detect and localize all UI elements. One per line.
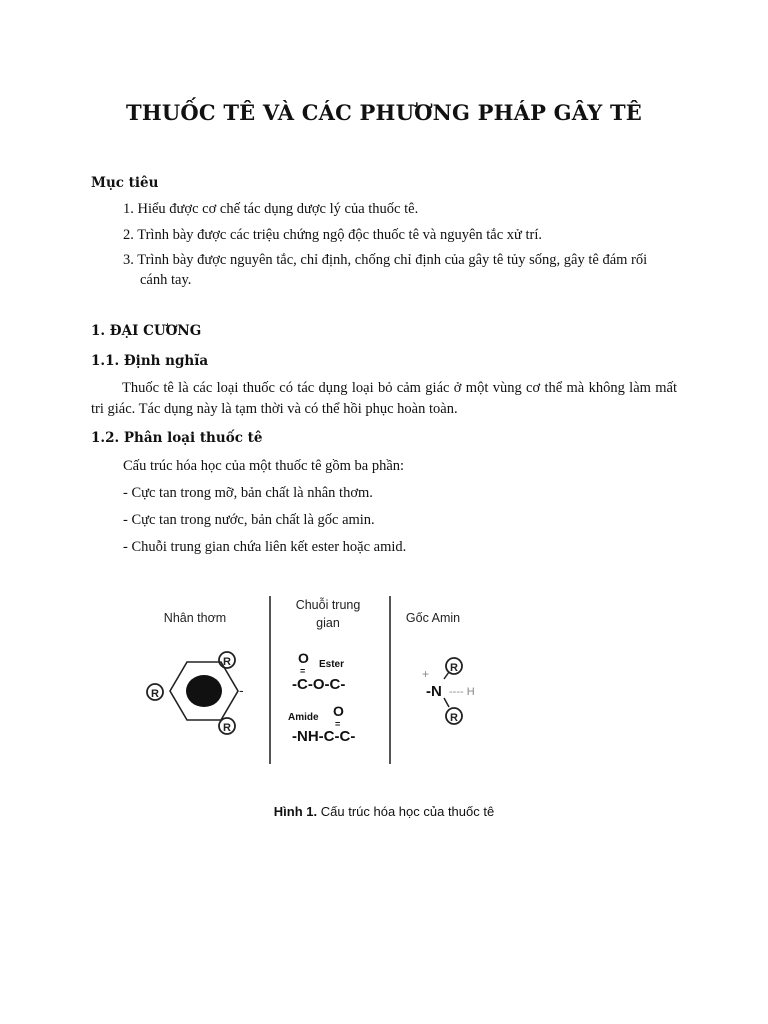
amine-hydrogen: ---- H	[449, 686, 475, 698]
chain-label-line1: Chuỗi trung	[295, 598, 361, 612]
r-group-icon	[446, 708, 462, 724]
chain-label-line2: gian	[316, 616, 340, 630]
svg-text:R: R	[223, 722, 231, 734]
definition-paragraph: Thuốc tê là các loại thuốc có tác dụng loại bỏ cảm giác ở một vùng cơ thể mà không làm mất tri giác. Tác dụng này là tạm thời và có thể hồi phục hoàn toàn.	[91, 380, 677, 417]
ester-oxygen: O	[298, 650, 309, 666]
amide-double-bond: =	[335, 719, 341, 729]
figure-caption-text: Cấu trúc hóa học của thuốc tê	[317, 804, 495, 819]
amide-label: Amide	[288, 712, 319, 723]
structure-item-lipophilic: - Cực tan trong mỡ, bản chất là nhân thơm.	[123, 485, 373, 501]
svg-text:R: R	[450, 712, 458, 724]
objective-item-1: 1. Hiểu được cơ chế tác dụng dược lý của thuốc tê.	[123, 201, 419, 217]
chemical-structure-figure	[0, 590, 768, 790]
amide-formula: -NH-C-C-	[292, 728, 356, 745]
r-group-icon	[219, 718, 235, 734]
amine-nitrogen: -N	[426, 683, 442, 700]
r-group-icon	[446, 658, 462, 674]
objective-item-3-continued: cánh tay.	[140, 272, 192, 288]
ring-bond-dash: -	[239, 682, 244, 698]
structure-item-hydrophilic: - Cực tan trong nước, bản chất là gốc amin.	[123, 512, 375, 528]
aromatic-ring-icon	[170, 662, 238, 720]
figure-caption-label: Hình 1.	[273, 804, 318, 819]
objective-item-3: 3. Trình bày được nguyên tắc, chỉ định, chống chỉ định của gây tê tủy sống, gây tê đám rối	[123, 252, 648, 268]
svg-text:R: R	[151, 688, 159, 700]
amine-label: Gốc Amin	[405, 611, 461, 625]
amine-charge: +	[422, 667, 430, 681]
r-group-icon	[147, 684, 163, 700]
aromatic-label: Nhân thơm	[163, 611, 227, 625]
section-1-1-heading: 1.1. Định nghĩa	[91, 353, 209, 369]
section-1-2-heading: 1.2. Phân loại thuốc tê	[91, 430, 263, 446]
amide-oxygen: O	[333, 703, 344, 719]
document-title: THUỐC TÊ VÀ CÁC PHƯƠNG PHÁP GÂY TÊ	[126, 100, 642, 125]
structure-intro: Cấu trúc hóa học của một thuốc tê gồm ba phần:	[123, 458, 405, 474]
structure-item-chain: - Chuỗi trung gian chứa liên kết ester hoặc amid.	[123, 539, 407, 555]
section-1-heading: 1. ĐẠI CƯƠNG	[91, 323, 202, 339]
objective-item-2: 2. Trình bày được các triệu chứng ngộ độc thuốc tê và nguyên tắc xử trí.	[123, 227, 543, 243]
ester-double-bond: =	[300, 666, 306, 676]
svg-text:R: R	[223, 656, 231, 668]
r-group-icon	[219, 652, 235, 668]
figure-caption	[0, 804, 768, 819]
ester-label: Ester	[319, 659, 345, 670]
ester-formula: -C-O-C-	[292, 676, 346, 693]
objectives-heading: Mục tiêu	[91, 175, 159, 191]
svg-text:R: R	[450, 662, 458, 674]
